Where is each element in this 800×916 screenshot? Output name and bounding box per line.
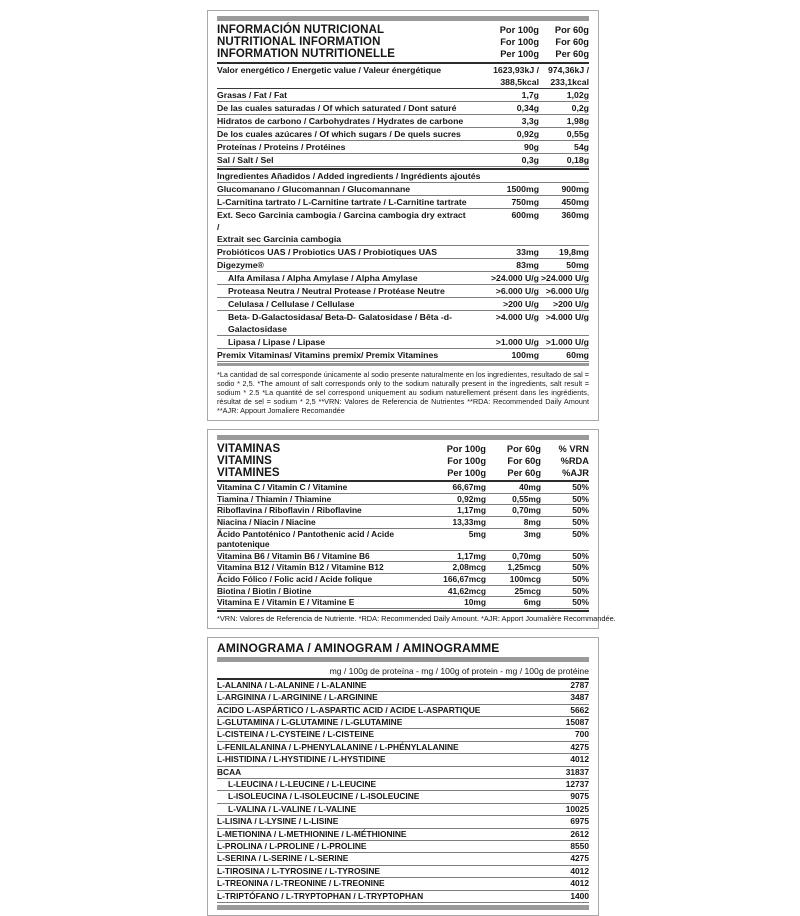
vitamin-row <box>217 574 589 586</box>
column-header-per-60g: Por 60g For 60g Per 60g <box>506 443 541 479</box>
row-value-per-100g: 3,3g <box>521 115 539 126</box>
row-value-per-100g: 13,33mg <box>452 517 486 528</box>
row-value-vrn: 50% <box>572 482 589 493</box>
row-value-per-100g: 83mg <box>516 259 539 270</box>
row-value-per-100g: 66,67mg <box>452 482 486 493</box>
amino-acid-row <box>217 779 589 791</box>
amino-acid-row <box>217 680 589 692</box>
divider-bar <box>217 435 589 440</box>
row-value: 12737 <box>565 779 589 790</box>
row-label: Riboflavina / Riboflavin / Riboflavine <box>217 505 362 516</box>
row-value-per-60g: 0,55g <box>566 128 589 139</box>
added-ingredients-header: Ingredientes Añadidos / Added ingredients / Ingrédients ajoutés <box>217 170 589 183</box>
vitamins-header <box>217 443 589 480</box>
divider-bar <box>217 905 589 910</box>
added-ingredient-row <box>217 285 589 298</box>
row-value-per-100g: 1,17mg <box>457 505 486 516</box>
amino-acid-row <box>217 816 589 828</box>
row-value: 700 <box>575 729 589 740</box>
row-label: Ácido Pantoténico / Pantothenic acid / Acide pantotenique <box>217 528 394 550</box>
row-value-per-100g: >24.000 U/g <box>490 272 539 283</box>
row-value-per-60g: 974,36kJ / 233,1kcal <box>547 64 589 87</box>
row-label: Beta- D-Galactosidasa/ Beta-D- Galatosidase / Bêta -d- Galactosidase <box>228 311 453 334</box>
row-label: L-FENILALANINA / L-PHENYLALANINE / L-PHÉNYLALANINE <box>217 741 459 752</box>
row-value-vrn: 50% <box>572 562 589 573</box>
row-value-per-60g: 54g <box>574 141 589 152</box>
amino-acid-row <box>217 853 589 865</box>
row-value-vrn: 50% <box>572 517 589 528</box>
row-label: Vitamina C / Vitamin C / Vitamine <box>217 482 348 493</box>
nutrient-row <box>217 128 589 141</box>
row-value: 8550 <box>570 841 589 852</box>
row-value-per-60g: 8mg <box>523 517 541 528</box>
added-ingredient-row <box>217 196 589 209</box>
column-header-per-100g: Por 100g For 100g Per 100g <box>446 443 486 479</box>
panel-title-es: VITAMINAS <box>217 442 281 455</box>
amino-acid-row <box>217 804 589 816</box>
row-value-per-100g: 100mg <box>511 349 539 360</box>
row-value-per-100g: >4.000 U/g <box>495 311 539 322</box>
row-value-per-60g: 60mg <box>566 349 589 360</box>
column-header-per-100g: Por 100g For 100g Per 100g <box>499 25 539 60</box>
panel-title-fr: VITAMINES <box>217 467 280 480</box>
row-label: Ext. Seco Garcinia cambogia / Garcina cambogia dry extract / Extrait sec Garcinia cambogia <box>217 209 466 244</box>
row-label: L-HISTIDINA / L-HYSTIDINE / L-HYSTIDINE <box>217 754 386 765</box>
row-value: 2612 <box>570 828 589 839</box>
row-label: L-METIONINA / L-METHIONINE / L-MÉTHIONINE <box>217 828 407 839</box>
row-label: L-Carnitina tartrato / L-Carnitine tartrate / L-Carnitine tartrate <box>217 196 467 207</box>
row-value: 4275 <box>570 853 589 864</box>
row-value-per-100g: >200 U/g <box>503 298 539 309</box>
row-value-per-100g: 90g <box>524 141 539 152</box>
aminogram-units-subtitle: mg / 100g de proteína - mg / 100g of protein - mg / 100g de protéine <box>329 665 589 676</box>
added-ingredient-row <box>217 183 589 196</box>
row-value-per-60g: >1.000 U/g <box>545 336 589 347</box>
row-value-per-60g: 40mg <box>519 482 541 493</box>
added-ingredient-row <box>217 298 589 311</box>
row-value-per-60g: >24.000 U/g <box>540 272 589 283</box>
row-value-per-100g: 5mg <box>468 528 486 539</box>
row-value-per-60g: >200 U/g <box>553 298 589 309</box>
row-label: L-CISTEINA / L-CYSTEINE / L-CISTEINE <box>217 729 374 740</box>
amino-acid-row <box>217 742 589 754</box>
row-label: Alfa Amilasa / Alpha Amylase / Alpha Amylase <box>228 272 418 283</box>
row-value: 2787 <box>570 679 589 690</box>
row-value: 31837 <box>565 766 589 777</box>
row-value-vrn: 50% <box>572 493 589 504</box>
added-ingredient-row <box>217 272 589 285</box>
row-value-per-100g: 33mg <box>516 246 539 257</box>
vitamins-panel <box>207 429 616 629</box>
vitamin-row <box>217 562 589 574</box>
vitamin-row <box>217 551 589 563</box>
row-value-per-100g: 166,67mcg <box>443 573 486 584</box>
row-value: 1400 <box>570 890 589 901</box>
row-value: 4012 <box>570 865 589 876</box>
vitamin-row <box>217 494 589 506</box>
row-label: BCAA <box>217 766 242 777</box>
row-value-per-100g: 0,3g <box>521 154 539 165</box>
divider-bar <box>217 657 589 662</box>
row-label: L-PROLINA / L-PROLINE / L-PROLINE <box>217 841 367 852</box>
aminogram-panel <box>207 637 599 916</box>
row-value-vrn: 50% <box>572 550 589 561</box>
row-label: Lipasa / Lipase / Lipase <box>228 336 326 347</box>
row-value: 9075 <box>570 791 589 802</box>
added-ingredient-row <box>217 209 589 246</box>
footnote: *VRN: Valores de Referencia de Nutriente. *RDA: Recommended Daily Amount. *AJR: Apport Joumalière Recommandée. <box>217 613 616 623</box>
row-label: Celulasa / Cellulase / Cellulase <box>228 298 355 309</box>
vitamin-row <box>217 482 589 494</box>
row-value-per-60g: 6mg <box>523 597 541 608</box>
row-label: Proteínas / Proteins / Protéines <box>217 141 346 152</box>
row-value-per-60g: 1,98g <box>566 115 589 126</box>
row-label: Grasas / Fat / Fat <box>217 89 288 100</box>
row-value: 15087 <box>565 716 589 727</box>
row-label: L-GLUTAMINA / L-GLUTAMINE / L-GLUTAMINE <box>217 716 403 727</box>
row-value-per-60g: 450mg <box>561 196 589 207</box>
amino-acid-row <box>217 754 589 766</box>
row-label: Vitamina E / Vitamin E / Vitamine E <box>217 597 355 608</box>
row-value: 4275 <box>570 741 589 752</box>
row-label: L-ALANINA / L-ALANINE / L-ALANINE <box>217 679 367 690</box>
row-value-vrn: 50% <box>572 585 589 596</box>
panel-titles <box>217 24 459 61</box>
vitamin-row <box>217 505 589 517</box>
nutrition-label <box>207 0 616 916</box>
row-value-per-60g: 100mcg <box>509 573 541 584</box>
row-value-per-60g: 19,8mg <box>559 246 589 257</box>
added-ingredient-row <box>217 349 589 362</box>
row-label: Vitamina B12 / Vitamin B12 / Vitamine B12 <box>217 562 384 573</box>
panel-title-fr: INFORMATION NUTRITIONELLE <box>217 48 395 61</box>
added-ingredient-row <box>217 336 589 349</box>
vitamin-row <box>217 517 589 529</box>
amino-acid-row <box>217 891 589 903</box>
row-label: Glucomanano / Glucomannan / Glucomannane <box>217 183 411 194</box>
row-value: 6975 <box>570 816 589 827</box>
vitamin-row <box>217 529 589 551</box>
row-label: L-LEUCINA / L-LEUCINE / L-LEUCINE <box>228 779 377 790</box>
panel-title: AMINOGRAMA / AMINOGRAM / AMINOGRAMME <box>217 640 500 655</box>
row-label: ACIDO L-ASPÁRTICO / L-ASPARTIC ACID / ACIDE L-ASPARTIQUE <box>217 704 481 715</box>
row-label: L-TRIPTÓFANO / L-TRYPTOPHAN / L-TRYPTOPHAN <box>217 890 424 901</box>
row-value-per-60g: 1,02g <box>566 89 589 100</box>
nutrient-row <box>217 102 589 115</box>
row-value-per-60g: 50mg <box>566 259 589 270</box>
amino-acid-row <box>217 729 589 741</box>
row-label: Biotina / Biotin / Biotine <box>217 585 312 596</box>
row-value-vrn: 50% <box>572 597 589 608</box>
row-value-per-60g: 3mg <box>523 528 541 539</box>
amino-acid-row <box>217 717 589 729</box>
row-label: Proteasa Neutra / Neutral Protease / Protéase Neutre <box>228 285 445 296</box>
row-value-per-100g: 1623,93kJ / 388,5kcal <box>493 64 539 87</box>
row-value-vrn: 50% <box>572 573 589 584</box>
row-label: L-ISOLEUCINA / L-ISOLEUCINE / L-ISOLEUCINE <box>228 791 420 802</box>
added-ingredient-row <box>217 311 589 336</box>
amino-acid-row <box>217 767 589 779</box>
row-value-per-60g: 0,55mg <box>512 493 541 504</box>
row-value-per-60g: >6.000 U/g <box>545 285 589 296</box>
row-value: 5662 <box>570 704 589 715</box>
nutrition-header <box>217 24 589 61</box>
row-label: Sal / Salt / Sel <box>217 154 274 165</box>
row-label: De las cuales saturadas / Of which saturated / Dont saturé <box>217 102 457 113</box>
row-value: 3487 <box>570 692 589 703</box>
row-label: Premix Vitaminas/ Vitamins premix/ Premix Vitamines <box>217 349 439 360</box>
row-value-per-100g: 41,62mcg <box>447 585 486 596</box>
row-value-vrn: 50% <box>572 505 589 516</box>
row-value-per-100g: 1,17mg <box>457 550 486 561</box>
row-value: 4012 <box>570 754 589 765</box>
column-header-per-60g: Por 60g For 60g Per 60g <box>554 25 589 60</box>
row-value-vrn: 50% <box>572 528 589 539</box>
row-value-per-60g: 0,70mg <box>512 505 541 516</box>
nutrition-facts-panel <box>207 10 599 421</box>
row-value-per-60g: 360mg <box>561 209 589 220</box>
vitamin-row <box>217 586 589 598</box>
panel-title-es: INFORMACIÓN NUTRICIONAL <box>217 24 385 36</box>
row-label: L-SERINA / L-SERINE / L-SERINE <box>217 853 349 864</box>
row-value-per-100g: 0,92mg <box>457 493 486 504</box>
added-ingredient-row <box>217 259 589 272</box>
nutrient-row <box>217 89 589 102</box>
row-value: 4012 <box>570 878 589 889</box>
row-label: De los cuales azúcares / Of which sugars / De quels sucres <box>217 128 461 139</box>
amino-acid-row <box>217 692 589 704</box>
row-value-per-100g: 1,7g <box>521 89 539 100</box>
footnote: *La cantidad de sal corresponde únicamente al sodio presente naturalmente en los ingredientes, resultado de sal = sodio * 2,5. *The amount of salt corresponds only to the sodium naturally present in the ingredients, salt result = sodium * 2.5 *La quantité de sel correspond uniquement au sodium naturellement présent dans les ingrédients, résultat de sel = sodium * 2,5 **VRN: Valores de Referencia de Nutrientes **RDA: Recommended Daily Amount **AJR: Appourt Jomaliere Recomandée <box>217 369 589 416</box>
row-value-per-60g: 0,70mg <box>512 550 541 561</box>
vitamin-row <box>217 597 589 609</box>
amino-acid-row <box>217 791 589 803</box>
row-label: Digezyme® <box>217 259 264 270</box>
row-label: Hidratos de carbono / Carbohydrates / Hydrates de carbone <box>217 115 464 126</box>
amino-acid-row <box>217 841 589 853</box>
row-value-per-60g: 1,25mcg <box>507 562 541 573</box>
row-value-per-100g: 750mg <box>511 196 539 207</box>
amino-acid-row <box>217 866 589 878</box>
added-ingredient-row <box>217 246 589 259</box>
row-value-per-100g: 0,34g <box>516 102 539 113</box>
row-value-per-100g: 600mg <box>511 209 539 220</box>
column-header-vrn: % VRN %RDA %AJR <box>558 443 589 479</box>
row-value-per-100g: 10mg <box>464 597 486 608</box>
row-value-per-100g: 0,92g <box>516 128 539 139</box>
row-label: Ácido Fólico / Folic acid / Acide folique <box>217 573 373 584</box>
row-value-per-100g: >6.000 U/g <box>495 285 539 296</box>
row-label: L-TIROSINA / L-TYROSINE / L-TYROSINE <box>217 865 381 876</box>
energy-row <box>217 64 589 89</box>
row-label: L-VALINA / L-VALINE / L-VALINE <box>228 803 357 814</box>
row-label: L-TREONINA / L-TREONINE / L-TREONINE <box>217 878 385 889</box>
row-value: 10025 <box>565 803 589 814</box>
amino-acid-row <box>217 829 589 841</box>
row-value-per-60g: >4.000 U/g <box>545 311 589 322</box>
row-label: L-LISINA / L-LYSINE / L-LISINE <box>217 816 339 827</box>
row-value-per-100g: >1.000 U/g <box>495 336 539 347</box>
row-value-per-60g: 25mcg <box>514 585 541 596</box>
row-label: Niacina / Niacin / Niacine <box>217 517 316 528</box>
row-value-per-60g: 0,2g <box>571 102 589 113</box>
row-label: Vitamina B6 / Vitamin B6 / Vitamine B6 <box>217 550 370 561</box>
row-label: L-ARGININA / L-ARGININE / L-ARGININE <box>217 692 378 703</box>
amino-acid-row <box>217 705 589 717</box>
row-value-per-60g: 900mg <box>561 183 589 194</box>
row-value-per-100g: 1500mg <box>506 183 539 194</box>
divider-bar <box>217 363 589 366</box>
row-value-per-100g: 2,08mcg <box>452 562 486 573</box>
nutrient-row <box>217 115 589 128</box>
row-label: Tiamina / Thiamin / Thiamine <box>217 493 332 504</box>
amino-acid-row <box>217 878 589 890</box>
divider-bar <box>217 16 589 21</box>
panel-title-en: NUTRITIONAL INFORMATION <box>217 36 381 49</box>
row-label: Probióticos UAS / Probiotics UAS / Probiotiques UAS <box>217 246 438 257</box>
row-value-per-60g: 0,18g <box>566 154 589 165</box>
nutrient-row <box>217 141 589 154</box>
nutrient-row <box>217 154 589 167</box>
row-label: Valor energético / Energetic value / Valeur énergétique <box>217 64 442 75</box>
panel-title-en: VITAMINS <box>217 454 272 467</box>
panel-titles <box>217 443 406 480</box>
